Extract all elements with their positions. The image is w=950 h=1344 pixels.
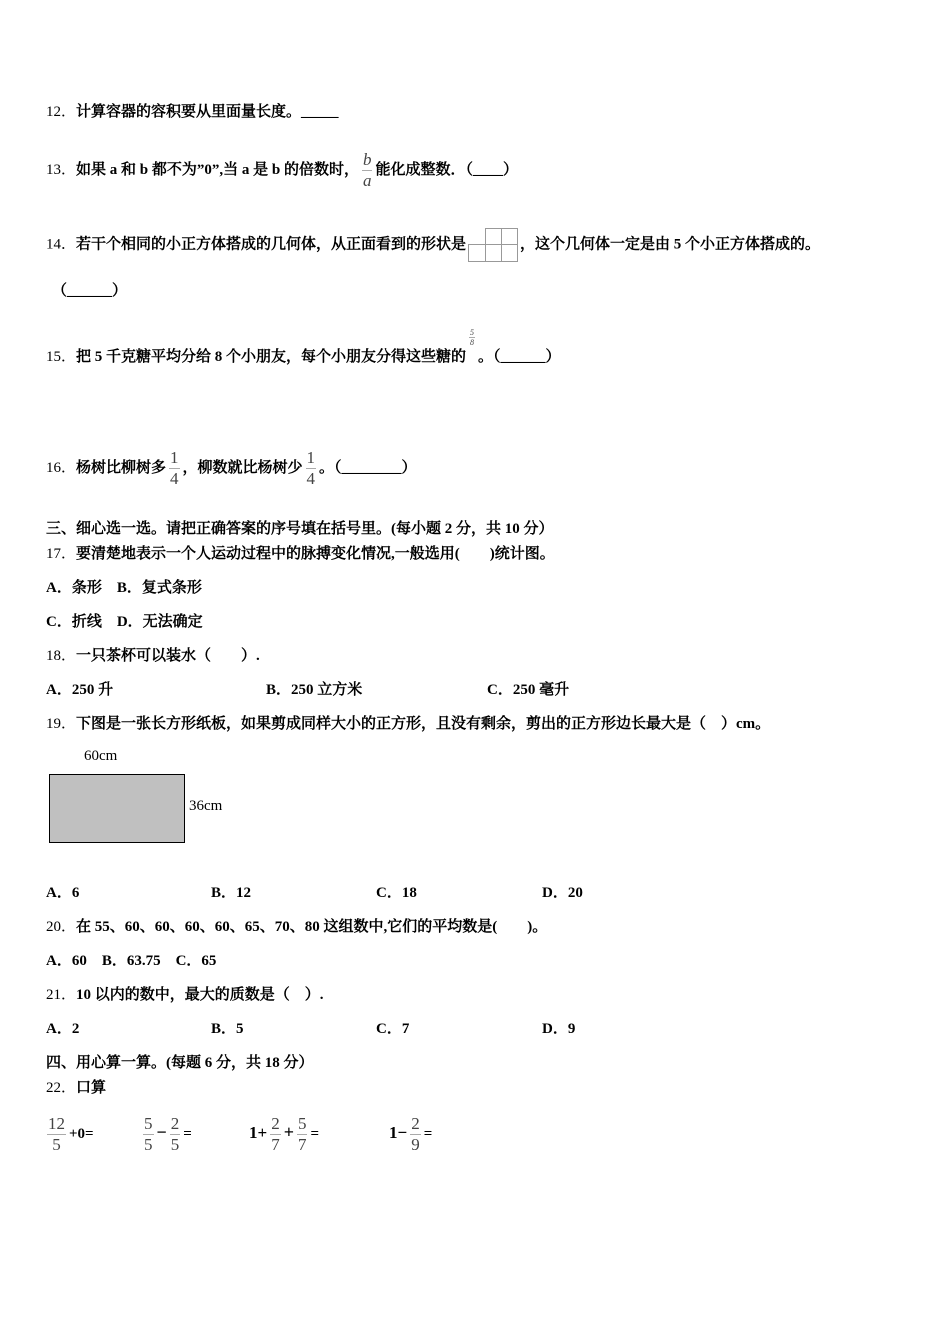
denominator: 5: [144, 1135, 153, 1154]
numerator: 5: [470, 328, 475, 338]
fraction: [362, 150, 373, 191]
question-number: 20．: [46, 919, 77, 935]
question-text: ，这个几何体一定是由 5 个小正方体搭成的。: [520, 236, 821, 253]
question-text: 下图是一张长方形纸板，如果剪成同样大小的正方形，且没有剩余，剪出的正方形边长最大是（ ）cm。: [76, 716, 771, 732]
option-d: D．9: [542, 1021, 576, 1037]
question-19: [46, 714, 770, 734]
denominator: 4: [170, 469, 179, 488]
question-13: [46, 150, 518, 191]
question-text: 口算: [76, 1080, 107, 1096]
question-number: 21．: [46, 987, 77, 1003]
question-number: 15．: [46, 349, 77, 365]
denominator: 7: [297, 1135, 307, 1154]
fraction: [469, 328, 475, 347]
question-16: [46, 448, 417, 489]
expression-2: [140, 1114, 192, 1155]
question-text: 杨树比柳树多: [76, 459, 167, 476]
section-3-heading: 三、细心选一选。请把正确答案的序号填在括号里。(每小题 2 分，共 10 分）: [46, 521, 554, 537]
expression-tail: =: [423, 1125, 433, 1142]
question-text: 一只茶杯可以装水（ ）.: [76, 648, 260, 664]
question-text: 能化成整数．（____）: [375, 161, 518, 178]
denominator: 9: [411, 1135, 420, 1154]
option-b: B．5: [211, 1021, 244, 1037]
expression-3: [249, 1114, 319, 1155]
expression-1: [44, 1114, 94, 1155]
question-number: 19．: [46, 716, 77, 732]
question-12: [46, 102, 339, 122]
option-c: C．7: [376, 1021, 410, 1037]
question-text: 把 5 千克糖平均分给 8 个小朋友，每个小朋友分得这些糖的: [76, 349, 467, 365]
question-14: [46, 228, 820, 262]
option-a: A．2: [46, 1021, 80, 1037]
question-number: 22．: [46, 1080, 77, 1096]
fraction: [169, 448, 180, 489]
numerator: 2: [170, 1114, 180, 1133]
question-text: 计算容器的容积要从里面量长度。_____: [76, 104, 339, 120]
denominator: 5: [52, 1135, 61, 1154]
section-4-heading: 四、用心算一算。(每题 6 分，共 18 分）: [46, 1055, 314, 1071]
option-a: A．250 升: [46, 682, 114, 698]
denominator: a: [362, 171, 372, 190]
question-number: 18．: [46, 648, 77, 664]
expression-tail: =: [310, 1125, 320, 1142]
question-text: 。（________）: [319, 459, 417, 476]
denominator: 4: [306, 469, 316, 488]
denominator: 7: [271, 1135, 280, 1154]
options-row: C．折线 D．无法确定: [46, 614, 203, 630]
fraction: [47, 1114, 66, 1155]
height-label: 36cm: [189, 798, 223, 814]
question-number: 12．: [46, 104, 77, 120]
question-20: [46, 917, 547, 937]
denominator: 5: [170, 1135, 180, 1154]
fraction: [306, 448, 317, 489]
numerator: 1: [306, 448, 316, 467]
options-row: A．60 B．63.75 C．65: [46, 953, 217, 969]
numerator: 12: [48, 1114, 65, 1133]
rectangle-figure: [49, 774, 185, 843]
fraction: [270, 1114, 281, 1155]
option-b: B．12: [211, 885, 252, 901]
fraction: [410, 1114, 421, 1155]
fraction: [170, 1114, 181, 1155]
question-text: 。（______）: [478, 349, 561, 365]
option-c: C．250 毫升: [487, 682, 570, 698]
answer-blank: （______）: [52, 283, 128, 299]
question-17: [46, 544, 555, 564]
denominator: 8: [470, 338, 475, 348]
question-text: 要清楚地表示一个人运动过程中的脉搏变化情况,一般选用( )统计图。: [76, 546, 555, 562]
front-view-figure: [468, 228, 518, 262]
option-b: B．250 立方米: [266, 682, 363, 698]
question-text: 若干个相同的小正方体搭成的几何体，从正面看到的形状是: [76, 236, 467, 253]
operator: +: [283, 1121, 294, 1142]
numerator: b: [362, 150, 372, 169]
expression-4: [389, 1114, 432, 1155]
expression-head: 1+: [249, 1122, 268, 1142]
option-d: D．20: [542, 885, 583, 901]
question-number: 14．: [46, 236, 77, 253]
numerator: 2: [411, 1114, 420, 1133]
question-number: 13．: [46, 161, 77, 178]
expression-head: 1−: [389, 1122, 408, 1142]
expression-tail: =: [183, 1125, 192, 1142]
operator: −: [156, 1121, 167, 1142]
question-text: 在 55、60、60、60、60、65、70、80 这组数中,它们的平均数是( )。: [76, 919, 548, 935]
question-21: [46, 985, 324, 1005]
option-c: C．18: [376, 885, 417, 901]
question-18: [46, 646, 260, 666]
question-text: 10 以内的数中，最大的质数是（ ）.: [76, 987, 324, 1003]
numerator: 5: [144, 1114, 153, 1133]
fraction: [297, 1114, 308, 1155]
question-text: 如果 a 和 b 都不为”0”,当 a 是 b 的倍数时，: [76, 161, 359, 178]
numerator: 5: [297, 1114, 307, 1133]
options-row: A．条形 B．复式条形: [46, 580, 202, 596]
expression-tail: +0=: [69, 1125, 94, 1142]
fraction: [143, 1114, 154, 1155]
numerator: 2: [271, 1114, 280, 1133]
question-22: [46, 1078, 106, 1098]
width-label: 60cm: [84, 748, 118, 764]
option-a: A．6: [46, 885, 80, 901]
numerator: 1: [170, 448, 179, 467]
question-text: ，柳数就比杨树少: [182, 459, 303, 476]
question-15: [46, 328, 561, 367]
question-number: 17．: [46, 546, 77, 562]
question-number: 16．: [46, 459, 77, 476]
